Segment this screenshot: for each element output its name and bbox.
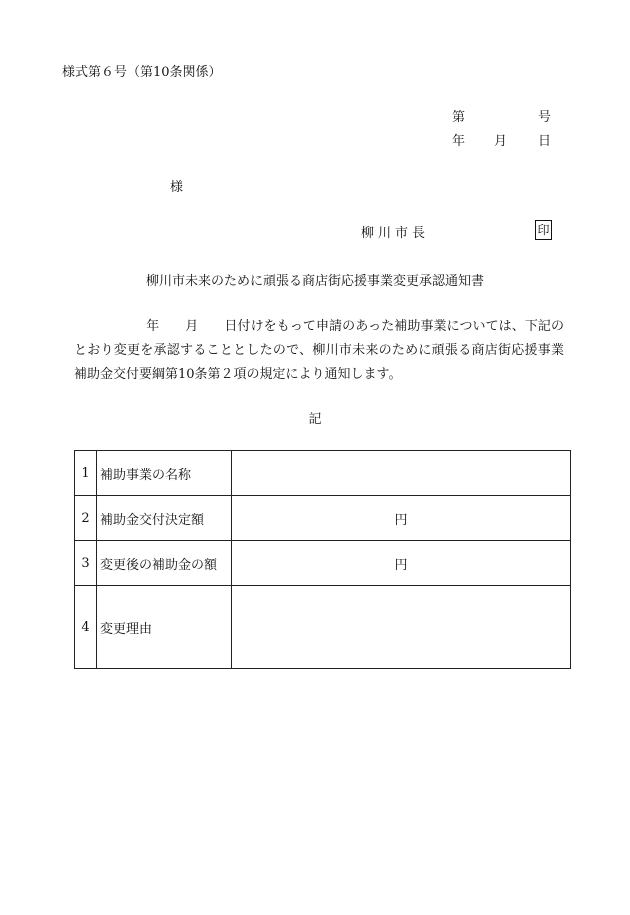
item-label: 変更後の補助金の額 <box>97 541 232 586</box>
item-label: 変更理由 <box>97 586 232 669</box>
doc-number-prefix: 第 <box>452 110 466 125</box>
item-value-field[interactable] <box>232 451 571 496</box>
seal-mark: 印 <box>535 220 552 240</box>
table-row <box>75 541 571 586</box>
addressee-suffix: 様 <box>170 180 184 195</box>
doc-number-suffix: 号 <box>538 110 552 125</box>
body-text <box>74 315 564 387</box>
table-row <box>75 496 571 541</box>
item-number: 2 <box>75 496 97 541</box>
ki-heading: 記 <box>308 412 322 427</box>
item-number: 4 <box>75 586 97 669</box>
item-value-field[interactable]: 円 <box>232 541 571 586</box>
date-year-label: 年 <box>452 134 466 149</box>
issuer-title: 柳川市長 <box>361 226 430 241</box>
items-table <box>74 450 571 669</box>
body-month: 月 <box>185 319 199 334</box>
document-title: 柳川市未来のために頑張る商店街応援事業変更承認通知書 <box>145 274 484 289</box>
item-number: 1 <box>75 451 97 496</box>
item-value-field[interactable]: 円 <box>232 496 571 541</box>
body-year: 年 <box>146 319 160 334</box>
item-label: 補助金交付決定額 <box>97 496 232 541</box>
table-row <box>75 586 571 669</box>
form-number: 様式第６号（第10条関係） <box>62 65 222 80</box>
body-rest: 日付けをもって申請のあった補助事業については、下記のとおり変更を承認することとしたので、柳川市未来のために頑張る商店街応援事業補助金交付要綱第10条第２項の規定により通知します。 <box>74 319 564 382</box>
item-number: 3 <box>75 541 97 586</box>
item-value-field[interactable] <box>232 586 571 669</box>
item-label: 補助事業の名称 <box>97 451 232 496</box>
date-month-label: 月 <box>494 134 508 149</box>
table-row <box>75 451 571 496</box>
date-day-label: 日 <box>538 134 552 149</box>
